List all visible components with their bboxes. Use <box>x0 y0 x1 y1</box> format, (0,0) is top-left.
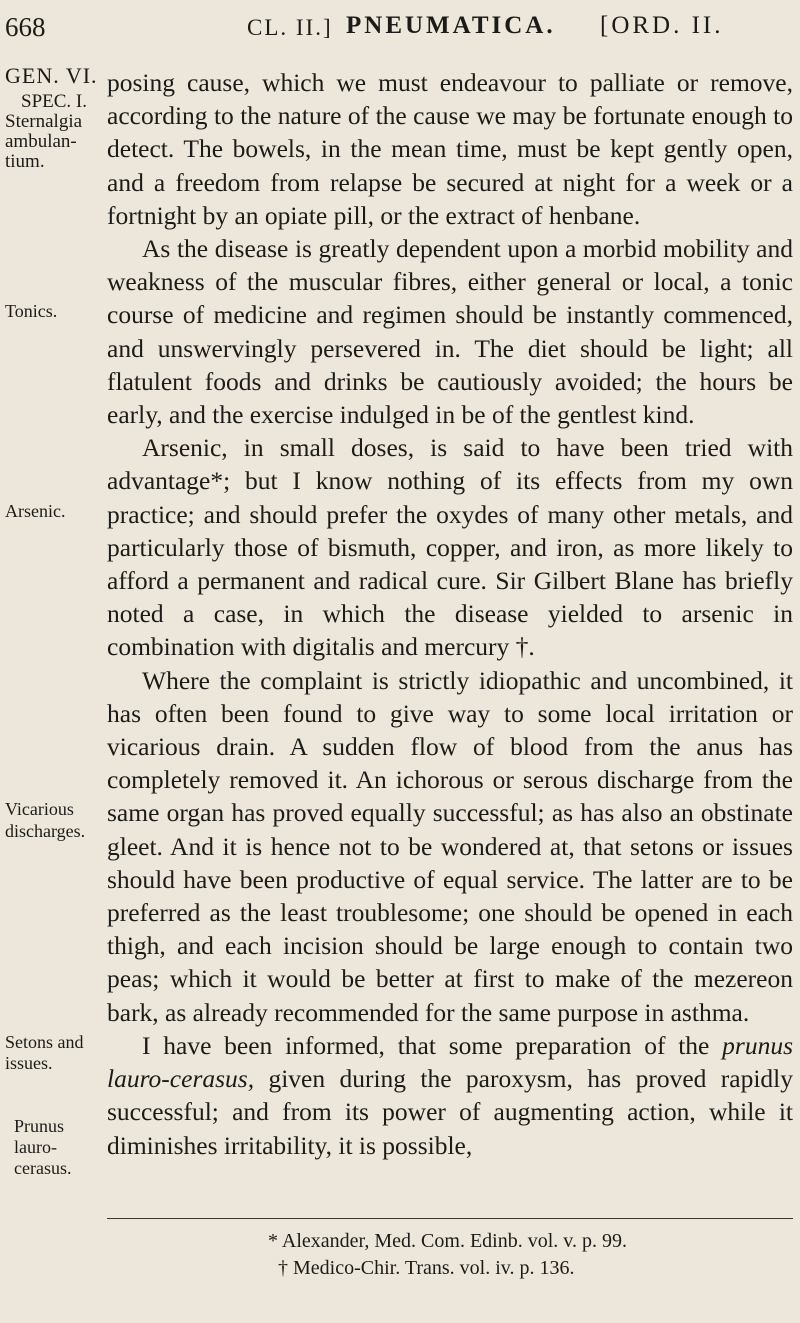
margin-prunus-line: Prunus <box>14 1116 65 1136</box>
margin-species-line: tium. <box>5 151 45 172</box>
margin-prunus-line: lauro- <box>14 1137 57 1157</box>
paragraph-text: I have been informed, that some preparation of the <box>142 1030 723 1060</box>
margin-species-line: SPEC. I. <box>21 91 87 112</box>
footnote-rule <box>107 1218 793 1219</box>
margin-species-name <box>5 112 105 172</box>
main-text <box>107 66 793 1162</box>
margin-species-line: Sternalgia <box>5 111 83 132</box>
running-title: PNEUMATICA. <box>346 12 556 39</box>
paragraph: Arsenic, in small doses, is said to have been tried with advantage*; but I know nothing of its effects from my own practice; and should prefer the oxydes of many other metals, and particularly those of bismuth, copper, and iron, as more likely to afford a permanent and radical cure. Sir Gilbert Blane has briefly noted a case, in which the disease yielded to arsenic in combination with digitalis and mercury †. <box>107 433 793 662</box>
margin-setons-line: Setons and <box>5 1032 84 1052</box>
margin-tonics-label: Tonics. <box>5 301 58 321</box>
margin-arsenic <box>5 502 105 521</box>
page-number: 668 <box>5 12 46 42</box>
footnotes <box>268 1228 768 1282</box>
margin-species-line: ambulan- <box>5 131 77 152</box>
margin-vicarious <box>5 798 105 842</box>
running-header <box>0 0 800 60</box>
paragraph: As the disease is greatly dependent upon a morbid mobility and weakness of the muscular fibres, either general or local, a tonic course of medicine and regimen should be instantly commenced, and unswervingly persevered in. The diet should be light; all flatulent foods and drinks be cautiously avoided; the hours be early, and the exercise indulged in be of the gentlest kind. <box>107 234 793 430</box>
margin-setons <box>5 1032 105 1074</box>
paragraph <box>107 1029 793 1162</box>
margin-arsenic-label: Arsenic. <box>5 501 66 521</box>
footnote: * Alexander, Med. Com. Edinb. vol. v. p. 99. <box>268 1230 627 1252</box>
margin-vicarious-line: Vicarious <box>5 799 74 819</box>
paragraph: Where the complaint is strictly idiopathic and uncombined, it has often been found to give way to some local irritation or vicarious drain. A sudden flow of blood from the anus has completely removed it. An ichorous or serous discharge from the same organ has proved equally successful; as has also an obstinate gleet. And it is hence not to be wondered at, that setons or issues should have been productive of equal service. The latter are to be preferred as the least troublesome; one should be opened in each thigh, and each incision should be large enough to contain two peas; which it would be better at first to make of the mezereon bark, as already recommended for the same purpose in asthma. <box>107 665 793 1027</box>
margin-prunus-block <box>14 1116 114 1179</box>
order-label: [ORD. II. <box>600 12 724 39</box>
paragraph-text: given during the paroxysm, has proved rapidly successful; and from its power of augmenting action, while it diminishes irritability, it is possible, <box>107 1064 793 1160</box>
margin-tonics <box>5 302 105 321</box>
margin-species <box>21 92 121 112</box>
paragraph: posing cause, which we must endeavour to palliate or remove, according to the nature of the cause we may be fortunate enough to detect. The bowels, in the mean time, must be kept gently open, and a freedom from relapse be secured at night for a week or a fortnight by an opiate pill, or the extract of henbane. <box>107 68 793 230</box>
margin-genus: GEN. VI. <box>5 63 98 88</box>
latin-term: prunus lauro-cerasus, <box>107 1030 793 1094</box>
section-label: CL. II.] <box>247 15 333 40</box>
margin-vicarious-line: discharges. <box>5 821 86 841</box>
footnote: † Medico-Chir. Trans. vol. iv. p. 136. <box>278 1257 575 1279</box>
margin-setons-line: issues. <box>5 1053 53 1073</box>
margin-prunus-line: cerasus. <box>14 1158 72 1178</box>
